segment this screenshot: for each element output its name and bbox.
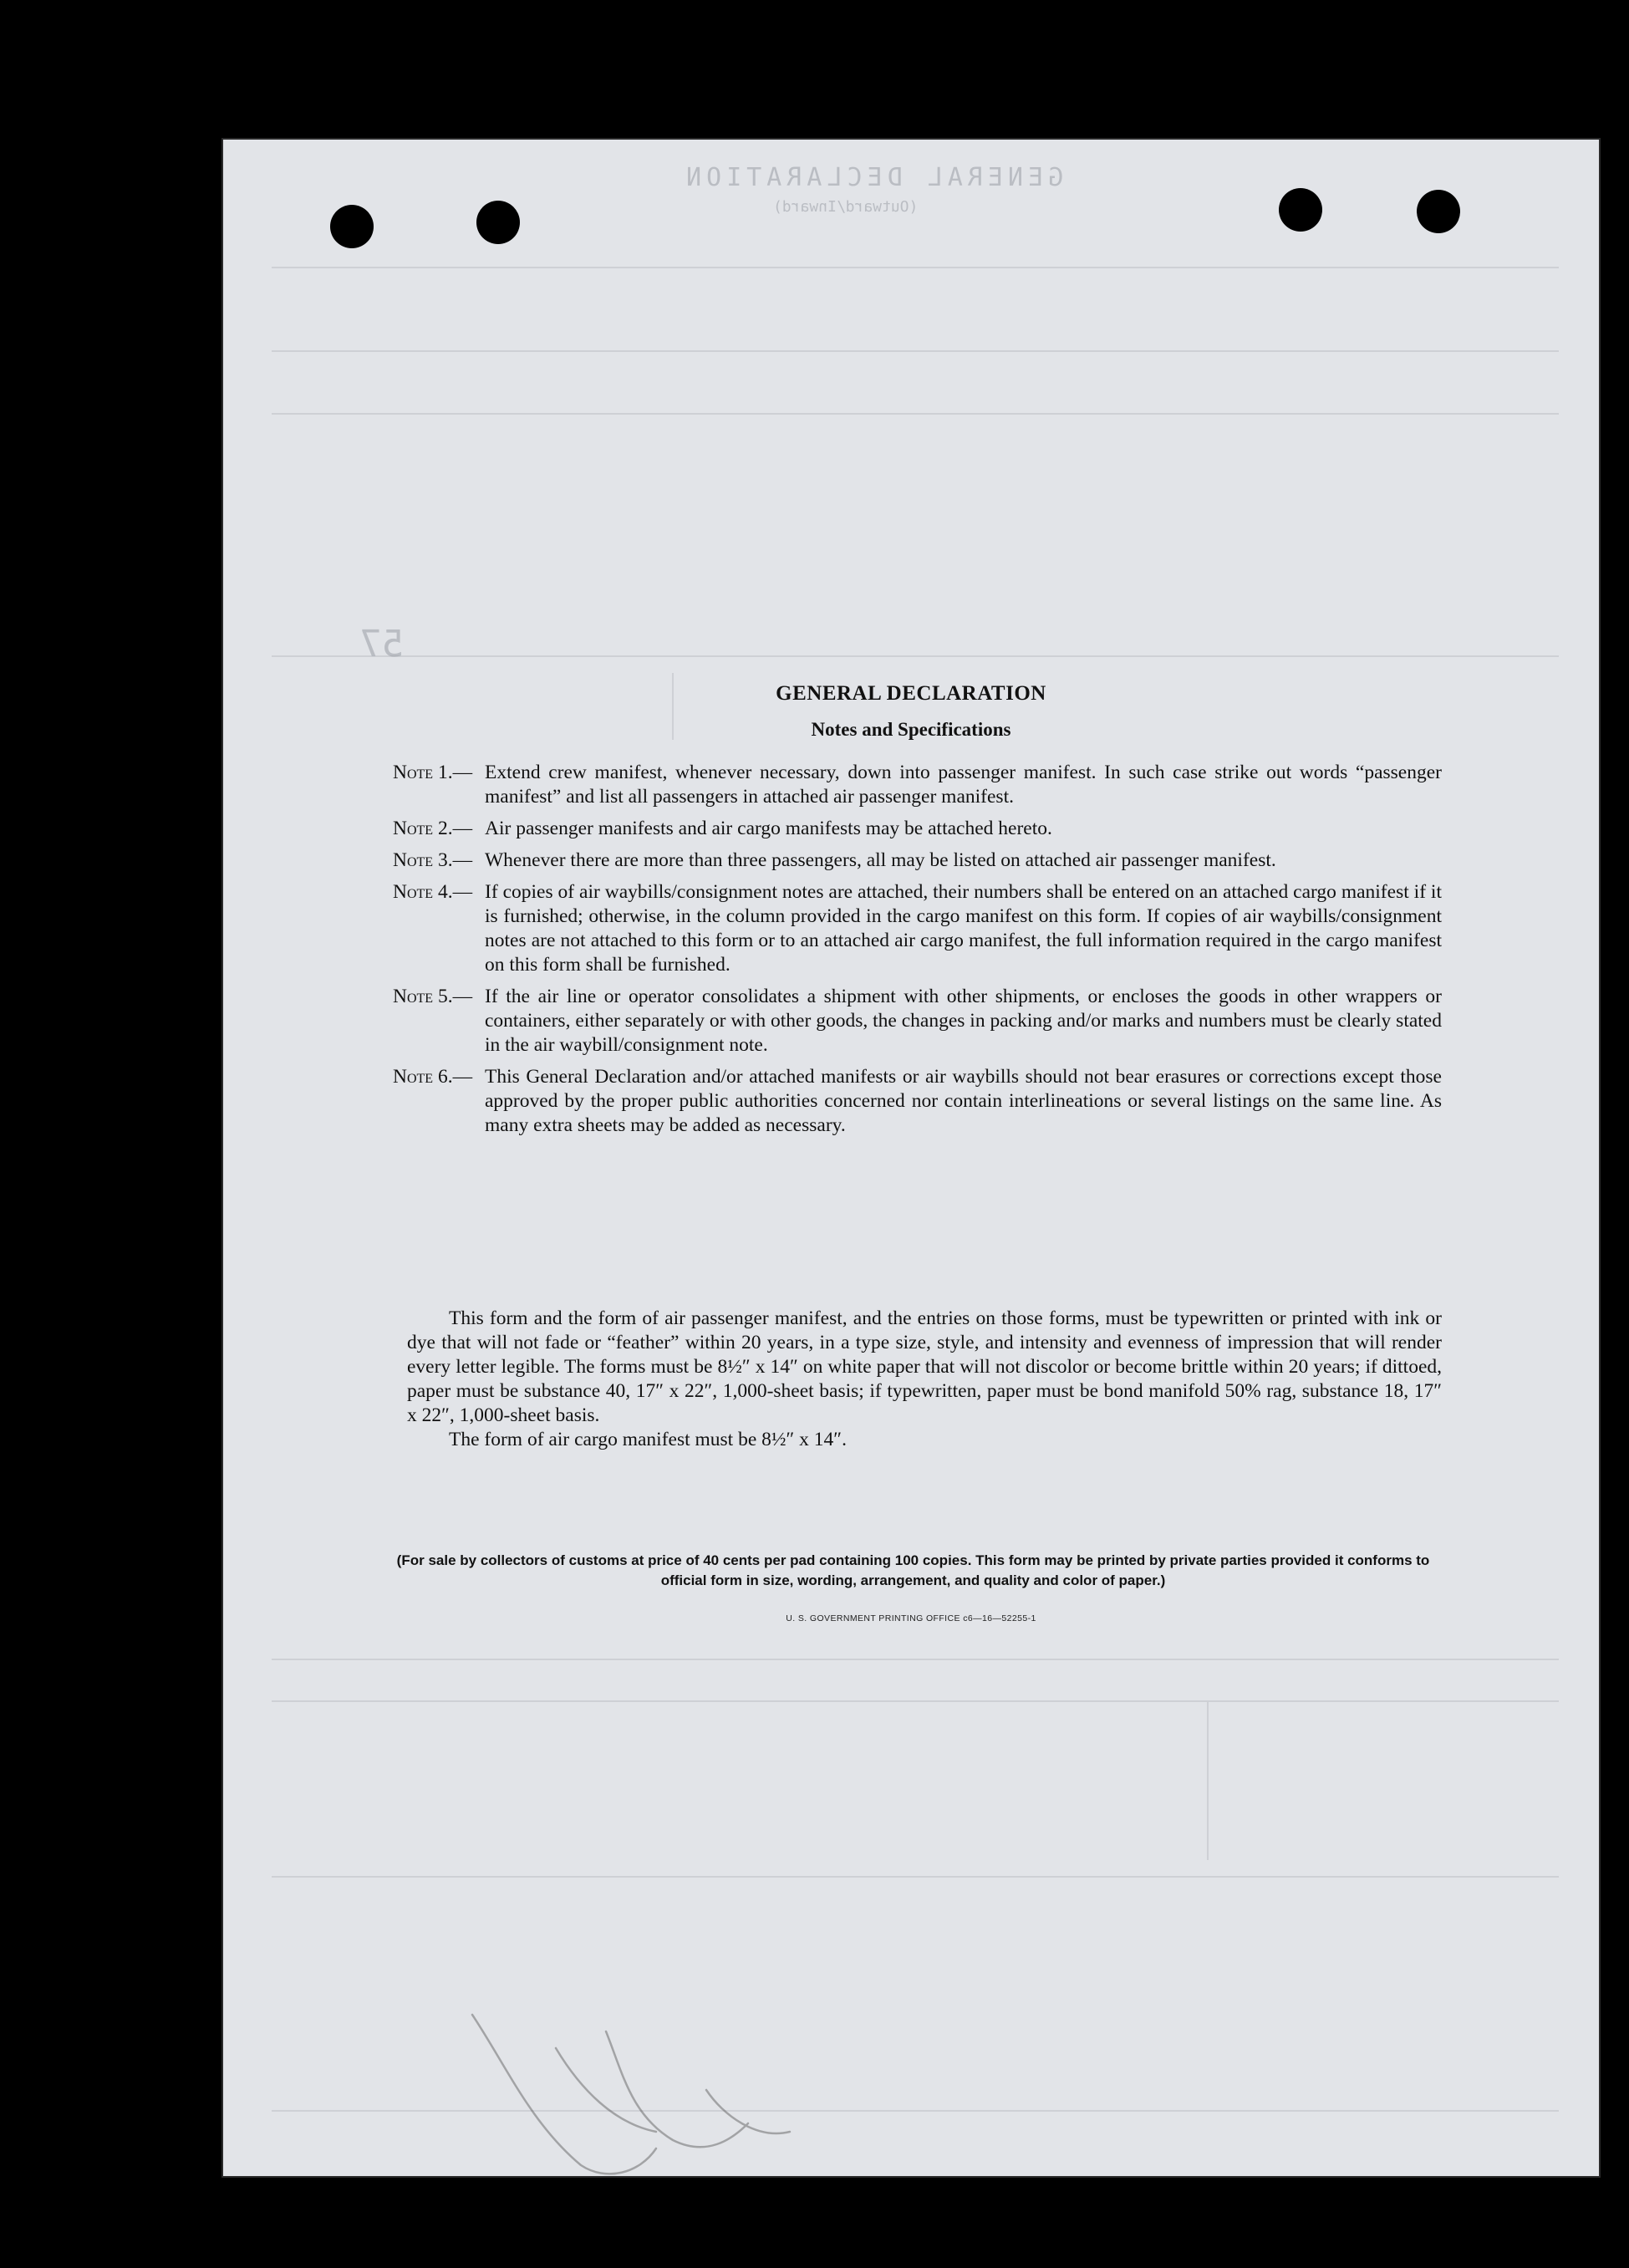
signature-mark (456, 1998, 807, 2190)
cargo-manifest-note: The form of air cargo manifest must be 8½″ x 14″. (449, 1429, 847, 1450)
note-text: If the air line or operator consolidates a shipment with other shipments, or encloses the goods in other wrappers or containers, either separately or with other goods, the changes in packing and/or marks and numbers must be clearly stated in the air waybill/consignment note. (485, 986, 1442, 1056)
note-text: Extend crew manifest, whenever necessary, down into passenger manifest. In such case strike out words “passenger manifest” and list all passengers in attached air passenger manifest. (485, 762, 1442, 808)
requirements-paragraph: This form and the form of air passenger manifest, and the entries on those forms, must be typewritten or printed with ink or dye that will not fade or “feather” within 20 years, in a type size, style, and intensity and evenness of impression that will render every letter legible. The forms must be 8½″ x 14″ on white paper that will not discolor or become brittle within 20 years; if dittoed, paper must be substance 40, 17″ x 22″, 1,000-sheet basis; if typewritten, paper must be bond manifold 50% rag, substance 18, 17″ x 22″, 1,000-sheet basis. (407, 1307, 1442, 1426)
printer-line: U. S. GOVERNMENT PRINTING OFFICE c6—16—52255-1 (786, 1613, 1036, 1623)
note-text: If copies of air waybills/consignment notes are attached, their numbers shall be entered on an attached cargo manifest if it is furnished; otherwise, in the column provided in the cargo manifest on this form. If copies of air waybills/consignment notes are not attached to this form or to an attached air cargo manifest, the full information required in the cargo manifest on this form shall be furnished. (485, 881, 1442, 976)
document-subtitle: Notes and Specifications (811, 719, 1011, 740)
note-label: Note 6.— (393, 1066, 473, 1088)
show-through-lines (221, 138, 1601, 2178)
notes-list (393, 761, 1442, 1145)
form-requirements (407, 1307, 1442, 1452)
note-label: Note 2.— (393, 818, 473, 839)
note-text: Whenever there are more than three passengers, all may be listed on attached air passenger manifest. (485, 849, 1276, 871)
note-item (393, 761, 1442, 809)
sale-notice: (For sale by collectors of customs at price of 40 cents per pad containing 100 copies. This form may be printed by private parties provided it conforms to official form in size, wording, arrangement, and quality and color of paper.) (396, 1552, 1430, 1588)
note-label: Note 4.— (393, 881, 473, 903)
note-label: Note 5.— (393, 986, 473, 1007)
show-through-number: 57 (359, 623, 404, 665)
note-text: This General Declaration and/or attached manifests or air waybills should not bear erasures or corrections except those approved by the proper public authorities concerned nor contain interlineations or several listings on the same line. As many extra sheets may be added as necessary. (485, 1066, 1442, 1136)
note-label: Note 3.— (393, 849, 473, 871)
note-item (393, 880, 1442, 977)
show-through-subtitle: (Outward/Inward) (773, 198, 919, 216)
document-page (221, 138, 1601, 2178)
note-item (393, 1065, 1442, 1138)
note-text: Air passenger manifests and air cargo manifests may be attached hereto. (485, 818, 1052, 839)
document-title: GENERAL DECLARATION (776, 682, 1046, 705)
note-item (393, 849, 1442, 873)
note-item (393, 985, 1442, 1058)
show-through-title: GENERAL DECLARATION (681, 163, 1064, 192)
note-label: Note 1.— (393, 762, 473, 783)
note-item (393, 817, 1442, 841)
